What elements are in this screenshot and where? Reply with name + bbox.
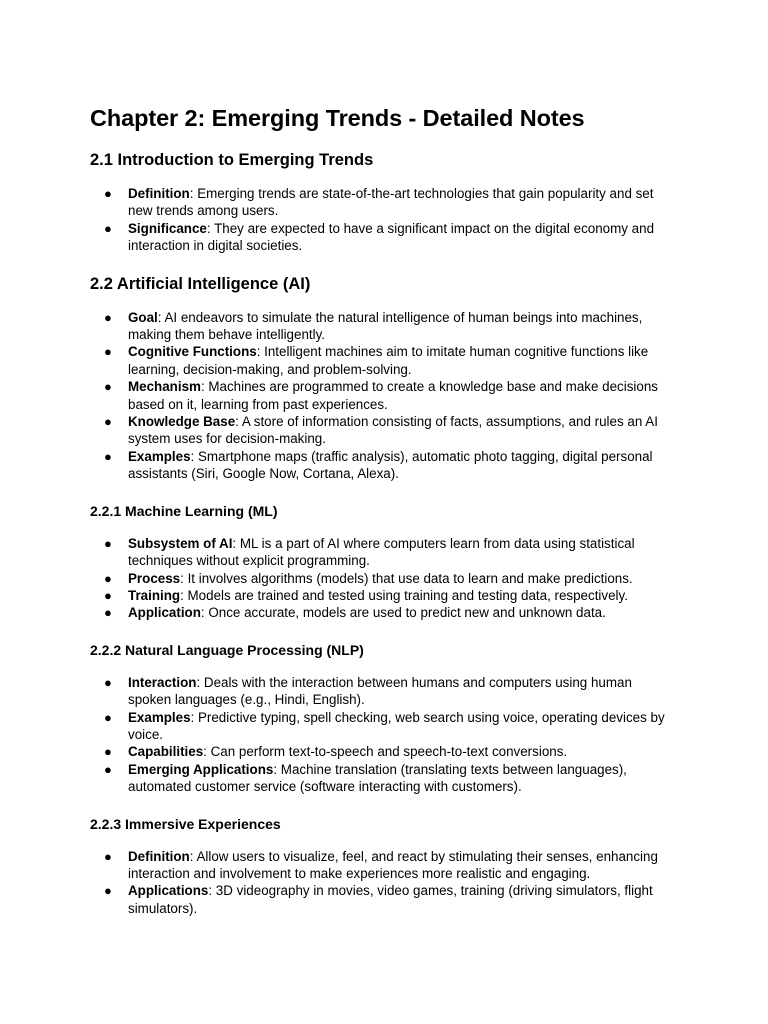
- bullet-icon: ●: [104, 587, 112, 603]
- item-term: Interaction: [128, 674, 197, 690]
- bullet-icon: ●: [104, 883, 112, 899]
- item-term: Goal: [128, 309, 158, 325]
- bullet-icon: ●: [104, 220, 112, 236]
- bullet-list: [90, 185, 678, 255]
- item-term: Mechanism: [128, 379, 201, 395]
- bullet-icon: ●: [104, 744, 112, 760]
- item-text: : Deals with the interaction between humans and computers using human spoken languages (e.g., Hindi, English).: [128, 674, 632, 708]
- list-item: [90, 378, 678, 413]
- bullet-icon: ●: [104, 379, 112, 395]
- list-item: [90, 535, 678, 570]
- bullet-icon: ●: [104, 674, 112, 690]
- item-term: Application: [128, 605, 201, 621]
- bullet-icon: ●: [104, 344, 112, 360]
- item-term: Emerging Applications: [128, 761, 274, 777]
- item-term: Cognitive Functions: [128, 344, 257, 360]
- bullet-icon: ●: [104, 535, 112, 551]
- list-item: [90, 220, 678, 255]
- item-text: : Can perform text-to-speech and speech-to-text conversions.: [203, 744, 568, 760]
- page-title: Chapter 2: Emerging Trends - Detailed Notes: [90, 105, 585, 131]
- list-item: [90, 185, 678, 220]
- list-item: [90, 882, 678, 917]
- bullet-list: [90, 848, 678, 918]
- list-item: [90, 709, 678, 744]
- list-item: [90, 604, 678, 621]
- bullet-icon: ●: [104, 414, 112, 430]
- item-text: : A store of information consisting of facts, assumptions, and rules an AI system uses for decision-making.: [128, 414, 658, 447]
- item-text: : Models are trained and tested using training and testing data, respectively.: [180, 587, 628, 603]
- item-text: : Emerging trends are state-of-the-art technologies that gain popularity and set new trends among users.: [128, 186, 654, 219]
- list-item: [90, 743, 678, 760]
- item-term: Definition: [128, 186, 190, 201]
- bullet-icon: ●: [104, 309, 112, 325]
- bullet-icon: ●: [104, 570, 112, 586]
- item-text: : ML is a part of AI where computers learn from data using statistical techniques without explicit programming.: [128, 535, 635, 569]
- list-item: [90, 848, 678, 883]
- bullet-list: [90, 674, 678, 796]
- list-item: [90, 587, 678, 604]
- item-term: Subsystem of AI: [128, 535, 233, 551]
- bullet-icon: ●: [104, 761, 112, 777]
- subsection-heading: 2.2.2 Natural Language Processing (NLP): [90, 641, 364, 658]
- item-text: : 3D videography in movies, video games, training (driving simulators, flight simulators).: [128, 883, 653, 916]
- item-term: Training: [128, 587, 181, 603]
- bullet-list: [90, 309, 678, 483]
- item-text: : Predictive typing, spell checking, web search using voice, operating devices by voice.: [128, 709, 665, 742]
- subsection-heading: 2.2.1 Machine Learning (ML): [90, 502, 278, 519]
- bullet-icon: ●: [104, 848, 112, 864]
- section-heading: 2.1 Introduction to Emerging Trends: [90, 151, 374, 169]
- item-text: : AI endeavors to simulate the natural intelligence of human beings into machines, making them behave intelligently.: [128, 309, 643, 343]
- item-text: : It involves algorithms (models) that use data to learn and make predictions.: [180, 570, 633, 586]
- item-text: : Machine translation (translating texts between languages), automated customer service (software interacting with customers).: [128, 761, 627, 795]
- item-term: Definition: [128, 848, 190, 864]
- bullet-icon: ●: [104, 448, 112, 464]
- item-text: : They are expected to have a significant impact on the digital economy and interaction in digital societies.: [128, 220, 655, 254]
- bullet-list: [90, 535, 678, 622]
- item-term: Process: [128, 570, 181, 586]
- list-item: [90, 343, 678, 378]
- item-term: Knowledge Base: [128, 414, 236, 430]
- item-text: : Machines are programmed to create a knowledge base and make decisions based on it, learning from past experiences.: [128, 379, 658, 412]
- item-term: Significance: [128, 220, 207, 236]
- item-term: Examples: [128, 709, 191, 725]
- item-text: : Intelligent machines aim to imitate human cognitive functions like learning, decision-making, and problem-solving.: [128, 344, 649, 377]
- bullet-icon: ●: [104, 186, 112, 201]
- list-item: [90, 570, 678, 587]
- subsection-heading: 2.2.3 Immersive Experiences: [90, 815, 281, 832]
- list-item: [90, 413, 678, 448]
- bullet-icon: ●: [104, 709, 112, 725]
- section-heading: 2.2 Artificial Intelligence (AI): [90, 274, 311, 293]
- item-term: Capabilities: [128, 744, 204, 760]
- list-item: [90, 309, 678, 344]
- list-item: [90, 761, 678, 796]
- list-item: [90, 448, 678, 483]
- item-text: : Once accurate, models are used to predict new and unknown data.: [200, 605, 606, 621]
- item-term: Examples: [128, 448, 191, 464]
- bullet-icon: ●: [104, 605, 112, 621]
- item-text: : Smartphone maps (traffic analysis), automatic photo tagging, digital personal assistants (Siri, Google Now, Cortana, Alexa).: [128, 448, 653, 482]
- item-term: Applications: [128, 883, 209, 899]
- item-text: : Allow users to visualize, feel, and react by stimulating their senses, enhancing interaction and involvement to make experiences more realistic and engaging.: [128, 848, 658, 881]
- list-item: [90, 674, 678, 709]
